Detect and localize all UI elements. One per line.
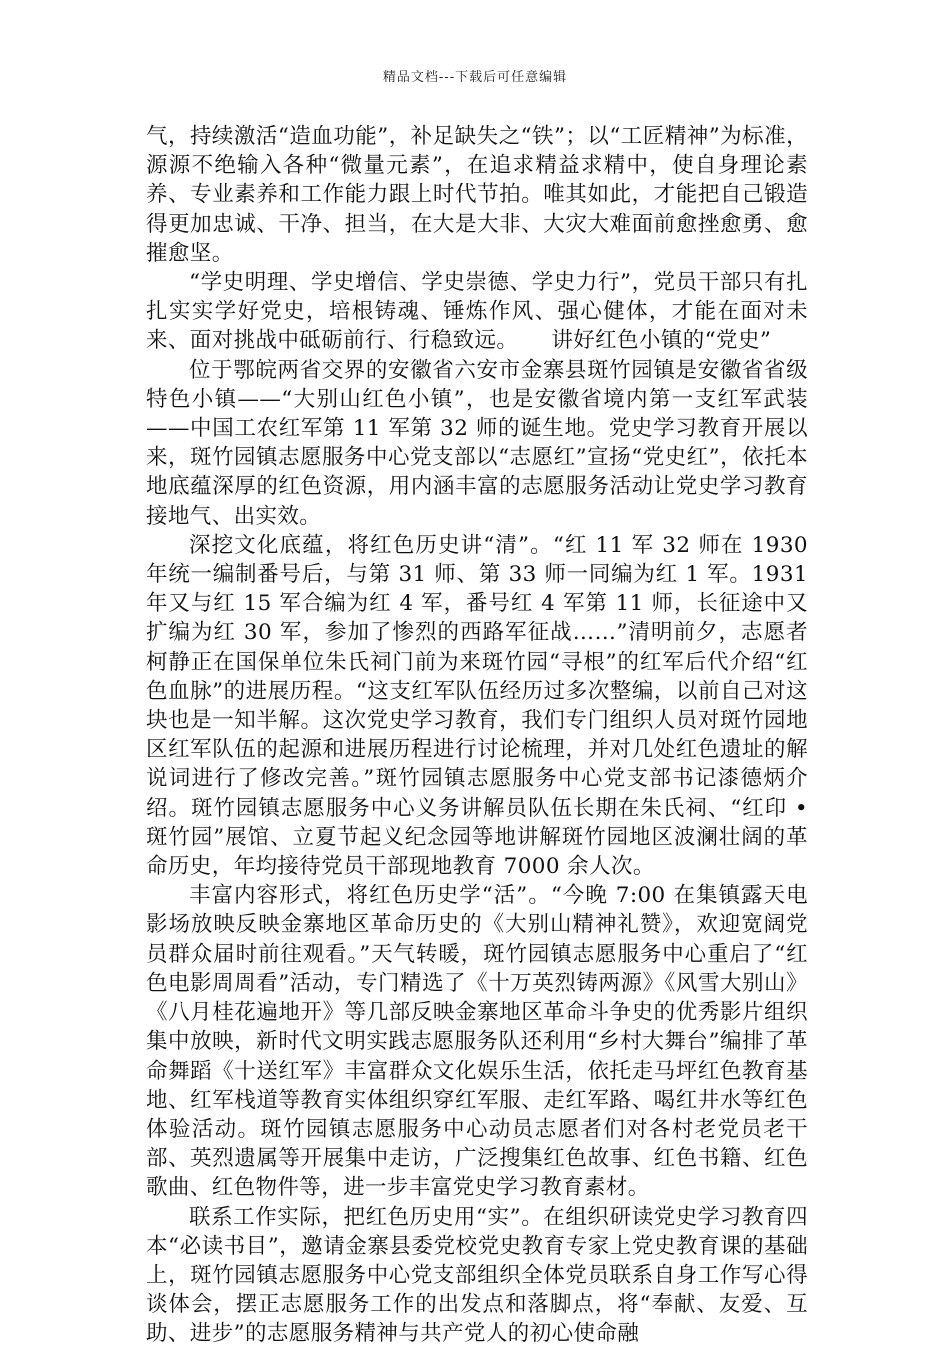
paragraph: “学史明理、学史增信、学史崇德、学史力行”，党员干部只有扎扎实实学好党史，培根铸魂、锤炼作风、强心健体，才能在面对未来、面对挑战中砥砺前行、行稳致远。 讲好红色小镇的“党史” xyxy=(146,270,808,354)
document-body xyxy=(146,122,808,1349)
paragraph: 位于鄂皖两省交界的安徽省六安市金寨县斑竹园镇是安徽省省级特色小镇——“大别山红色小镇”，也是安徽省境内第一支红军武装——中国工农红军第 11 军第 32 师的诞生地。党史学习教育开展以来，斑竹园镇志愿服务中心党支部以“志愿红”宣扬“党史红”，依托本地底蕴深厚的红色资源，用内涵丰富的志愿服务活动让党史学习教育接地气、出实效。 xyxy=(146,357,808,529)
paragraph: 深挖文化底蕴，将红色历史讲“清”。“红 11 军 32 师在 1930 年统一编制番号后，与第 31 师、第 33 师一同编为红 1 军。1931 年又与红 15 军合编为红 4 军，番号红 4 军第 11 师，长征途中又扩编为红 30 军，参加了惨烈的西路军征战……”清明前夕，志愿者柯静正在国保单位朱氏祠门前为来斑竹园“寻根”的红军后代介绍“红色血脉”的进展历程。“这支红军队伍经历过多次整编，以前自己对这块也是一知半解。这次党史学习教育，我们专门组织人员对斑竹园地区红军队伍的起源和进展历程进行讨论梳理，并对几处红色遗址的解说词进行了修改完善。”斑竹园镇志愿服务中心党支部书记漆德炳介绍。斑竹园镇志愿服务中心义务讲解员队伍长期在朱氏祠、“红印 • 斑竹园”展馆、立夏节起义纪念园等地讲解斑竹园地区波澜壮阔的革命历史，年均接待党员干部现地教育 7000 余人次。 xyxy=(146,532,808,880)
paragraph: 气，持续激活“造血功能”，补足缺失之“铁”；以“工匠精神”为标准，源源不绝输入各种“微量元素”，在追求精益求精中，使自身理论素养、专业素养和工作能力跟上时代节拍。唯其如此，才能把自己锻造得更加忠诚、干净、担当，在大是大非、大灾大难面前愈挫愈勇、愈摧愈坚。 xyxy=(146,124,808,266)
paragraph: 联系工作实际，把红色历史用“实”。在组织研读党史学习教育四本“必读书目”，邀请金寨县委党校党史教育专家上党史教育课的基础上，斑竹园镇志愿服务中心党支部组织全体党员联系自身工作写心得谈体会，摆正志愿服务工作的出发点和落脚点，将“奉献、友爱、互助、进步”的志愿服务精神与共产党人的初心使命融 xyxy=(146,1204,808,1347)
paragraph: 丰富内容形式，将红色历史学“活”。“今晚 7:00 在集镇露天电影场放映反映金寨地区革命历史的《大别山精神礼赞》，欢迎宽阔党员群众届时前往观看。”天气转暖，斑竹园镇志愿服务中心重启了“红色电影周周看”活动，专门精选了《十万英烈铸两源》《风雪大别山》《八月桂花遍地开》等几部反映金寨地区革命斗争史的优秀影片组织集中放映，新时代文明实践志愿服务队还利用“乡村大舞台”编排了革命舞蹈《十送红军》丰富群众文化娱乐生活，依托走马坪红色教育基地、红军栈道等教育实体组织穿红军服、走红军路、喝红井水等红色体验活动。斑竹园镇志愿服务中心动员志愿者们对各村老党员老干部、英烈遗属等开展集中走访，广泛搜集红色故事、红色书籍、红色歌曲、红色物件等，进一步丰富党史学习教育素材。 xyxy=(146,883,808,1201)
page-header: 精品文档---下载后可任意编辑 xyxy=(382,70,568,85)
